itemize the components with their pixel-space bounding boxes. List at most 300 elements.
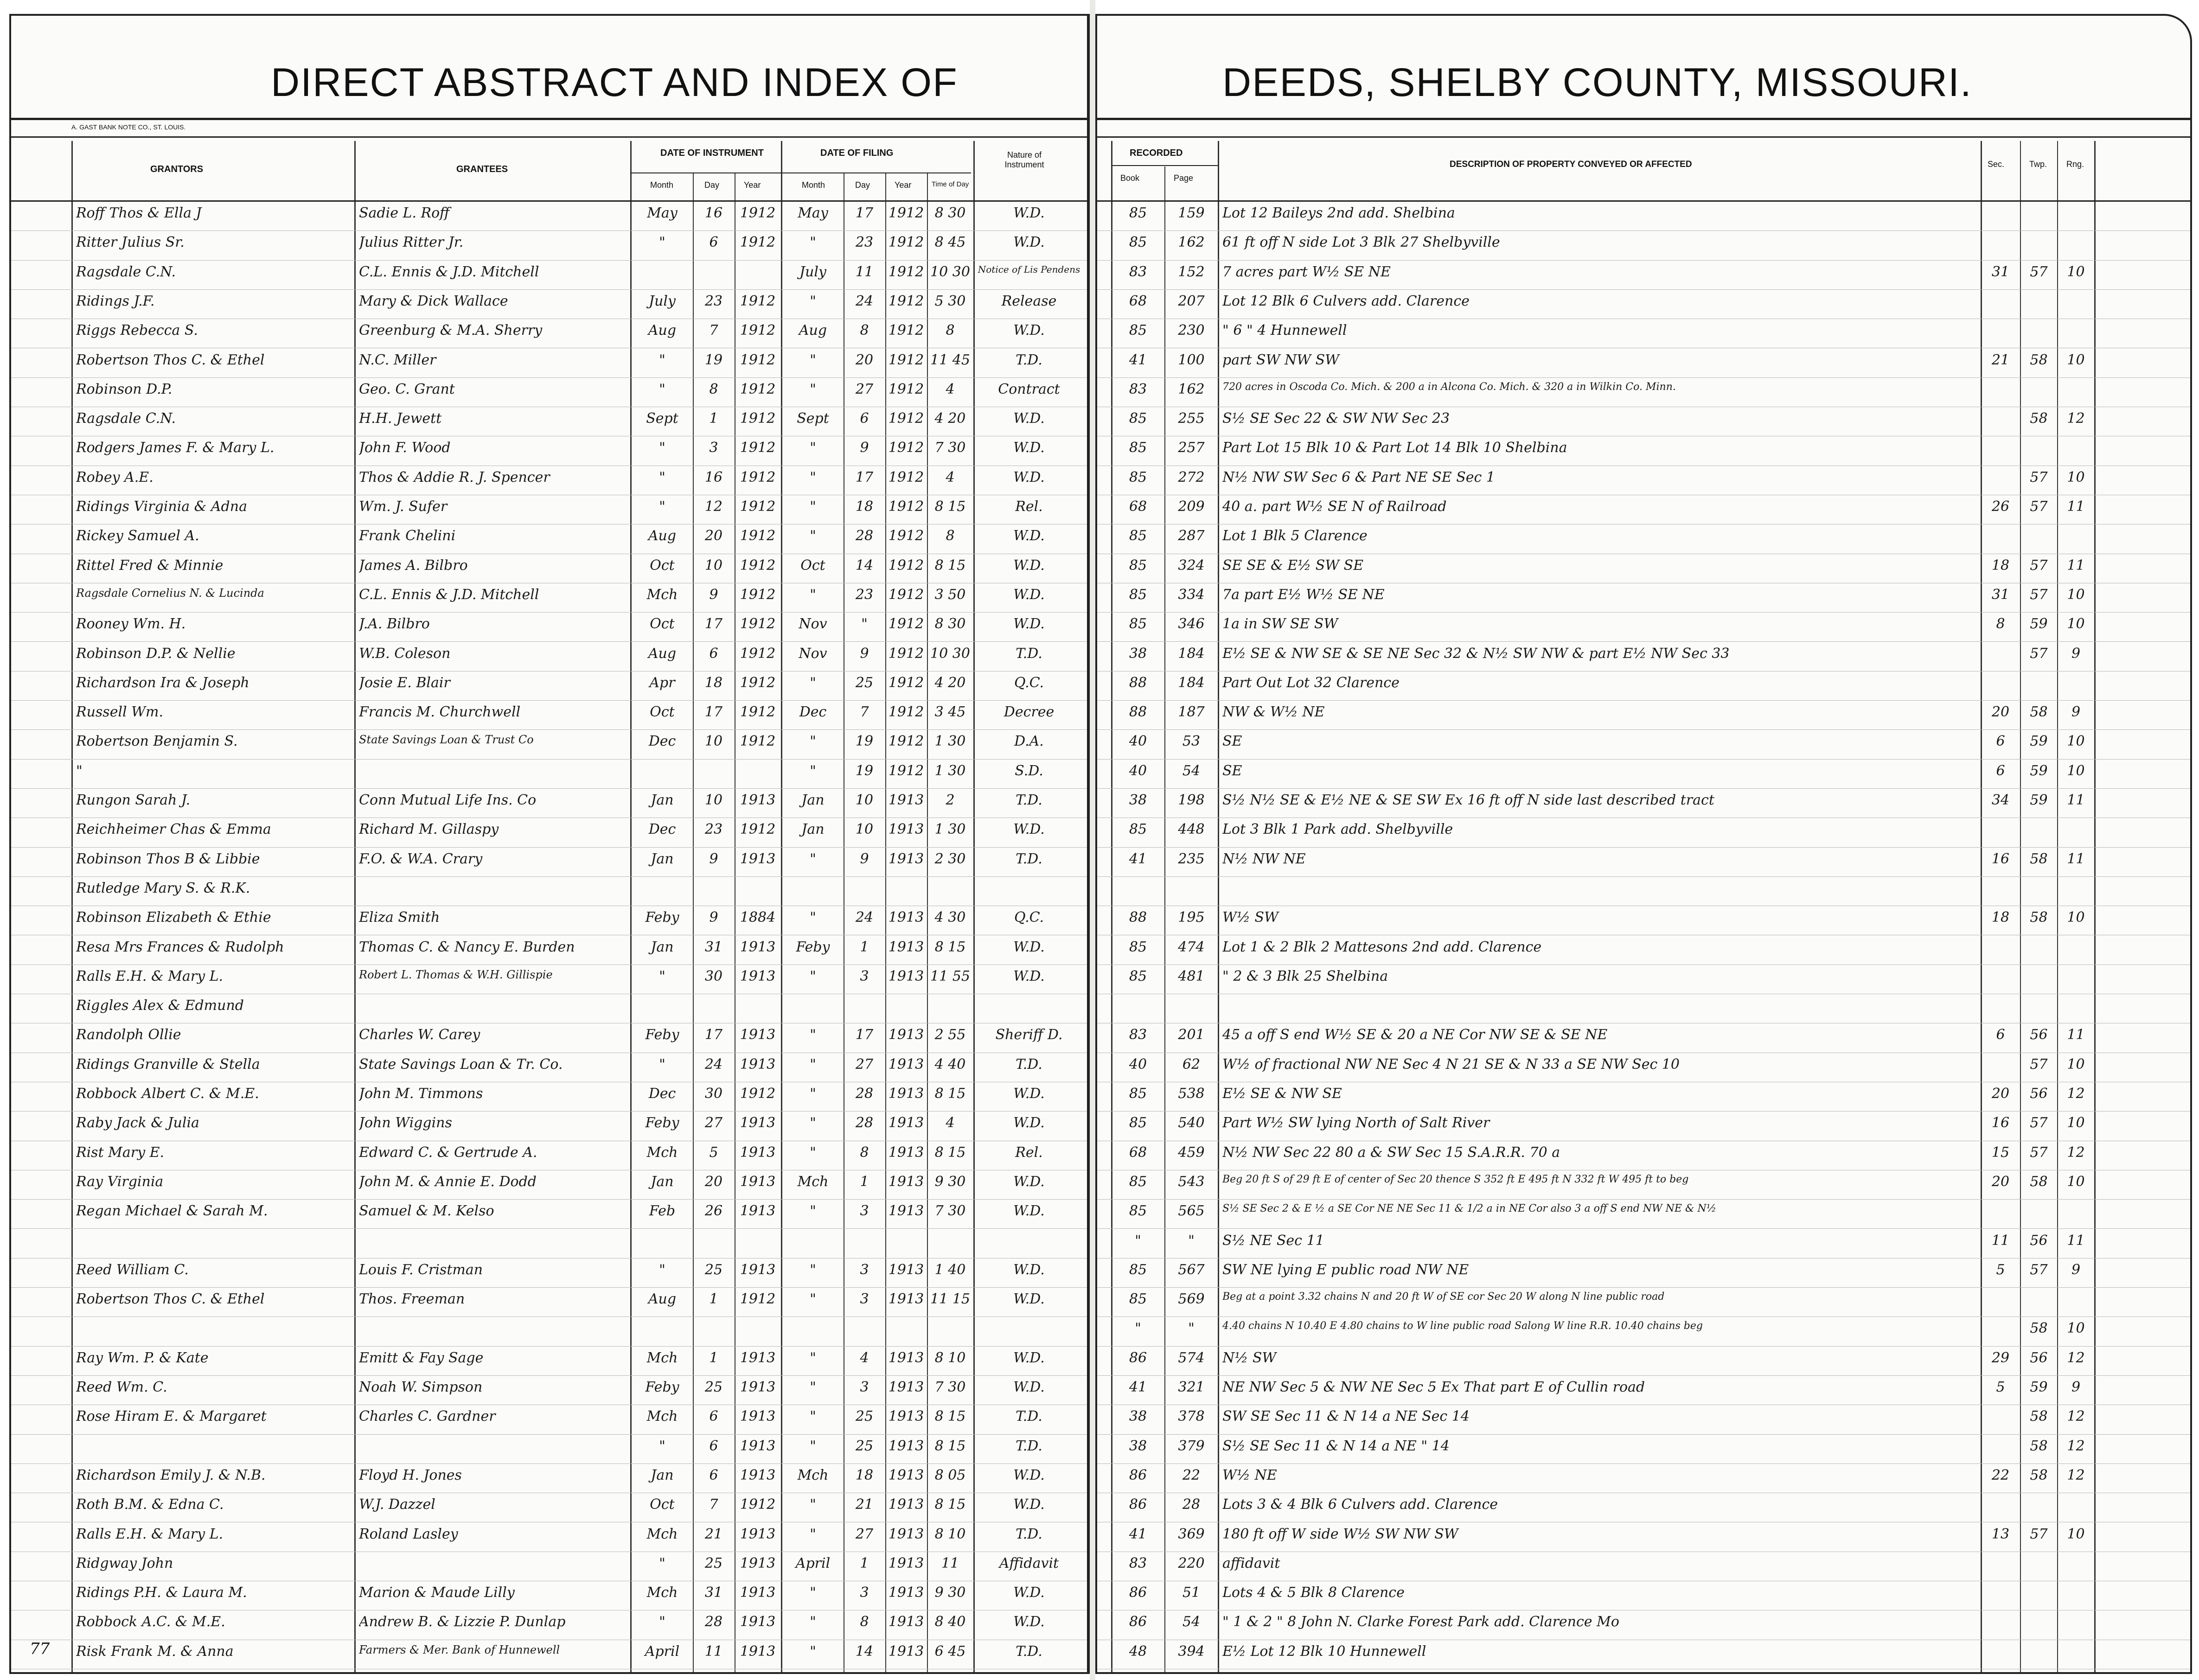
- twp-cell: 59: [2030, 792, 2048, 808]
- table-row: [11, 1170, 1087, 1200]
- grantor-cell: Rungon Sarah J.: [76, 792, 191, 808]
- grantor-cell: ": [76, 762, 83, 779]
- time-cell: 8 30: [934, 205, 966, 221]
- filing-day-cell: 3: [860, 1291, 869, 1308]
- instrument-month-cell: ": [659, 498, 665, 515]
- instrument-month-cell: Jan: [651, 792, 674, 808]
- rng-cell: 12: [2067, 410, 2085, 427]
- description-cell: S½ NE Sec 11: [1222, 1232, 1324, 1249]
- page-cell: 187: [1178, 704, 1205, 721]
- instrument-day-cell: 1: [709, 1349, 718, 1366]
- grantor-cell: Randolph Ollie: [76, 1027, 181, 1043]
- table-row: [11, 1493, 1087, 1522]
- instrument-month-cell: Mch: [646, 1144, 678, 1161]
- grantee-cell: Conn Mutual Life Ins. Co: [359, 792, 537, 808]
- grantor-cell: Ridings P.H. & Laura M.: [76, 1584, 247, 1601]
- filing-year-cell: 1912: [888, 586, 924, 603]
- twp-cell: 57: [2030, 645, 2048, 662]
- book-cell: 85: [1129, 1173, 1147, 1190]
- grantor-cell: Robinson Thos B & Libbie: [76, 850, 260, 867]
- page-cell: 207: [1178, 293, 1205, 309]
- book-cell: 85: [1129, 234, 1147, 251]
- instrument-day-cell: 3: [709, 440, 718, 456]
- filing-month-cell: ": [810, 1437, 816, 1454]
- table-row: [1097, 788, 2190, 818]
- instrument-year-cell: 1912: [740, 704, 776, 721]
- filing-year-cell: 1913: [888, 1584, 924, 1601]
- header-book: Book: [1120, 173, 1140, 183]
- description-cell: Beg 20 ft S of 29 ft E of center of Sec 20 thence S 352 ft E 495 ft N 332 ft W 495 ft to beg: [1222, 1173, 1689, 1185]
- instrument-year-cell: 1912: [740, 410, 776, 427]
- page-cell: 54: [1182, 762, 1201, 779]
- header-date-instrument: DATE OF INSTRUMENT: [660, 148, 764, 158]
- book-cell: 83: [1129, 381, 1147, 397]
- description-cell: S½ SE Sec 11 & N 14 a NE " 14: [1222, 1437, 1450, 1454]
- twp-cell: 57: [2030, 1115, 2048, 1131]
- table-row: [1097, 1610, 2190, 1640]
- instrument-day-cell: 16: [704, 469, 723, 485]
- instrument-day-cell: 10: [704, 733, 723, 750]
- sec-cell: 15: [1991, 1144, 2010, 1161]
- filing-month-cell: May: [798, 205, 828, 221]
- time-cell: 8 05: [934, 1467, 966, 1483]
- instrument-month-cell: Apr: [649, 674, 675, 691]
- time-cell: 7 30: [934, 440, 966, 456]
- nature-cell: W.D.: [1013, 410, 1045, 427]
- filing-year-cell: 1912: [888, 762, 924, 779]
- description-cell: 45 a off S end W½ SE & 20 a NE Cor NW SE & SE NE: [1222, 1027, 1608, 1043]
- grantee-cell: Frank Chelini: [359, 528, 456, 544]
- instrument-day-cell: 6: [709, 1467, 718, 1483]
- header-grantees: GRANTEES: [456, 164, 508, 174]
- grantor-cell: Riggs Rebecca S.: [76, 322, 198, 339]
- instrument-year-cell: 1913: [740, 1614, 776, 1630]
- filing-day-cell: 23: [855, 234, 874, 251]
- book-cell: 85: [1129, 968, 1147, 984]
- table-row: [1097, 994, 2190, 1023]
- twp-cell: 58: [2030, 1173, 2048, 1190]
- table-row: [11, 1552, 1087, 1581]
- instrument-year-cell: 1912: [740, 322, 776, 339]
- recorded-sub-rule: [1111, 165, 1218, 166]
- filing-year-cell: 1913: [888, 1467, 924, 1483]
- table-row: [1097, 554, 2190, 583]
- description-cell: 1a in SW SE SW: [1222, 616, 1338, 632]
- page-cell: 481: [1178, 968, 1205, 984]
- time-cell: 8 45: [934, 234, 966, 251]
- grantee-cell: Robert L. Thomas & W.H. Gillispie: [359, 968, 553, 981]
- header-top-rule: [1097, 136, 2190, 138]
- twp-cell: 56: [2030, 1232, 2048, 1249]
- filing-month-cell: ": [810, 733, 816, 750]
- book-cell: 88: [1129, 704, 1147, 721]
- grantor-cell: Ridings J.F.: [76, 293, 155, 309]
- table-row: [1097, 1111, 2190, 1141]
- grantee-cell: John M. Timmons: [359, 1086, 483, 1102]
- filing-month-cell: ": [810, 440, 816, 456]
- sec-cell: 20: [1991, 1086, 2010, 1102]
- table-row: [1097, 1287, 2190, 1317]
- table-row: [11, 1375, 1087, 1405]
- time-cell: 8 10: [934, 1526, 966, 1542]
- table-row: [11, 554, 1087, 583]
- book-cell: 41: [1129, 1379, 1147, 1395]
- table-row: [1097, 201, 2190, 231]
- table-row: [1097, 348, 2190, 378]
- page-cell: 394: [1178, 1643, 1205, 1660]
- table-row: [11, 1141, 1087, 1170]
- table-row: [1097, 876, 2190, 906]
- instrument-month-cell: Dec: [648, 821, 676, 838]
- filing-year-cell: 1912: [888, 205, 924, 221]
- page-cell: 28: [1182, 1496, 1201, 1513]
- nature-cell: W.D.: [1013, 821, 1045, 838]
- filing-day-cell: 17: [855, 205, 874, 221]
- page-cell: 272: [1178, 469, 1205, 485]
- table-row: [11, 847, 1087, 877]
- instrument-day-cell: 1: [709, 1291, 718, 1308]
- time-cell: 8: [946, 322, 955, 339]
- table-row: [1097, 1170, 2190, 1200]
- filing-year-cell: 1912: [888, 674, 924, 691]
- sec-cell: 20: [1991, 704, 2010, 721]
- grantor-cell: Ralls E.H. & Mary L.: [76, 1526, 224, 1542]
- grantor-cell: Riggles Alex & Edmund: [76, 997, 244, 1014]
- filing-day-cell: 10: [855, 792, 874, 808]
- rng-cell: 11: [2067, 1232, 2085, 1249]
- grantor-cell: Ragsdale C.N.: [76, 410, 176, 427]
- grantor-cell: Rose Hiram E. & Margaret: [76, 1408, 267, 1425]
- twp-cell: 58: [2030, 410, 2048, 427]
- page-cell: 565: [1178, 1203, 1205, 1220]
- filing-month-cell: ": [810, 1056, 816, 1073]
- filing-day-cell: 4: [860, 1349, 869, 1366]
- twp-cell: 58: [2030, 1408, 2048, 1425]
- grantor-cell: Reed Wm. C.: [76, 1379, 167, 1395]
- table-row: [1097, 1053, 2190, 1082]
- filing-month-cell: ": [810, 1584, 816, 1601]
- grantor-cell: Ridgway John: [76, 1555, 173, 1571]
- description-cell: SW NE lying E public road NW NE: [1222, 1261, 1469, 1278]
- table-row: [11, 994, 1087, 1023]
- filing-year-cell: 1913: [888, 1349, 924, 1366]
- instrument-year-cell: 1912: [740, 1086, 776, 1102]
- header-description: DESCRIPTION OF PROPERTY CONVEYED OR AFFECTED: [1450, 160, 1692, 169]
- filing-day-cell: 8: [860, 1144, 869, 1161]
- twp-cell: 56: [2030, 1027, 2048, 1043]
- instrument-month-cell: Feby: [645, 1379, 679, 1395]
- table-row: [11, 1287, 1087, 1317]
- grantor-cell: Rodgers James F. & Mary L.: [76, 440, 275, 456]
- table-row: [11, 1229, 1087, 1258]
- grantor-cell: Russell Wm.: [76, 704, 163, 721]
- table-row: [1097, 1493, 2190, 1522]
- page-cell: 162: [1178, 234, 1205, 251]
- grantor-cell: Regan Michael & Sarah M.: [76, 1203, 268, 1220]
- filing-year-cell: 1913: [888, 1555, 924, 1571]
- instrument-month-cell: Oct: [650, 557, 675, 574]
- filing-day-cell: 14: [855, 557, 874, 574]
- book-cell: 86: [1129, 1349, 1147, 1366]
- page-cell: 567: [1178, 1261, 1205, 1278]
- book-cell: 85: [1129, 440, 1147, 456]
- table-row: [11, 524, 1087, 554]
- time-cell: 8 15: [934, 939, 966, 955]
- grantor-cell: Robertson Thos C. & Ethel: [76, 351, 265, 368]
- header-rng: Rng.: [2066, 160, 2084, 169]
- nature-cell: S.D.: [1015, 762, 1043, 779]
- left-ledger-page: [9, 14, 1090, 1674]
- table-row: [11, 1023, 1087, 1053]
- grantee-cell: Roland Lasley: [359, 1526, 458, 1542]
- filing-day-cell: 24: [855, 909, 874, 926]
- filing-day-cell: 3: [860, 1261, 869, 1278]
- page-cell: 324: [1178, 557, 1205, 574]
- twp-cell: 58: [2030, 1467, 2048, 1483]
- table-row: [1097, 1552, 2190, 1581]
- grantor-cell: Rooney Wm. H.: [76, 616, 186, 632]
- instrument-year-cell: 1912: [740, 557, 776, 574]
- table-row: [1097, 436, 2190, 466]
- instrument-day-cell: 30: [704, 968, 723, 984]
- time-cell: 8 10: [934, 1349, 966, 1366]
- grantee-cell: Marion & Maude Lilly: [359, 1584, 515, 1601]
- page-cell: 346: [1178, 616, 1205, 632]
- grantee-cell: Charles C. Gardner: [359, 1408, 496, 1425]
- rng-cell: 9: [2071, 704, 2081, 721]
- rng-cell: 12: [2067, 1467, 2085, 1483]
- filing-year-cell: 1913: [888, 909, 924, 926]
- description-cell: N½ NW NE: [1222, 850, 1306, 867]
- instrument-day-cell: 26: [704, 1203, 723, 1220]
- book-cell: 38: [1129, 792, 1147, 808]
- rng-cell: 10: [2067, 1173, 2085, 1190]
- twp-cell: 57: [2030, 1261, 2048, 1278]
- table-row: [1097, 965, 2190, 994]
- page-cell: 540: [1178, 1115, 1205, 1131]
- grantee-cell: Emitt & Fay Sage: [359, 1349, 484, 1366]
- description-cell: affidavit: [1222, 1555, 1280, 1571]
- nature-cell: W.D.: [1013, 1349, 1045, 1366]
- header-month-2: Month: [802, 180, 825, 190]
- instrument-day-cell: 21: [704, 1526, 723, 1542]
- filing-month-cell: ": [810, 1526, 816, 1542]
- table-row: [11, 377, 1087, 407]
- instrument-day-cell: 10: [704, 792, 723, 808]
- filing-year-cell: 1913: [888, 939, 924, 955]
- filing-month-cell: ": [810, 1643, 816, 1660]
- table-row: [11, 230, 1087, 260]
- filing-month-cell: ": [810, 1379, 816, 1395]
- description-cell: Lot 12 Baileys 2nd add. Shelbina: [1222, 205, 1455, 221]
- filing-day-cell: 28: [855, 528, 874, 544]
- table-row: [11, 260, 1087, 290]
- right-ledger-rows: [1097, 201, 2190, 1672]
- instrument-month-cell: Oct: [650, 704, 675, 721]
- sec-cell: 5: [1996, 1261, 2005, 1278]
- grantor-cell: Ragsdale Cornelius N. & Lucinda: [76, 586, 264, 600]
- page-cell: 257: [1178, 440, 1205, 456]
- table-row: [11, 1258, 1087, 1288]
- nature-cell: T.D.: [1016, 1526, 1042, 1542]
- book-cell: 41: [1129, 850, 1147, 867]
- grantor-cell: Ray Virginia: [76, 1173, 164, 1190]
- filing-day-cell: 3: [860, 1584, 869, 1601]
- grantee-cell: Richard M. Gillaspy: [359, 821, 499, 838]
- book-cell: 85: [1129, 1115, 1147, 1131]
- filing-month-cell: ": [810, 674, 816, 691]
- twp-cell: 57: [2030, 263, 2048, 280]
- filing-month-cell: Feby: [796, 939, 830, 955]
- rng-cell: 10: [2067, 1115, 2085, 1131]
- instrument-month-cell: ": [659, 1261, 665, 1278]
- grantee-cell: Wm. J. Sufer: [359, 498, 447, 515]
- grantee-cell: Noah W. Simpson: [359, 1379, 483, 1395]
- twp-cell: 57: [2030, 469, 2048, 485]
- filing-year-cell: 1913: [888, 1056, 924, 1073]
- book-cell: 86: [1129, 1467, 1147, 1483]
- instrument-month-cell: ": [659, 1056, 665, 1073]
- description-cell: S½ SE Sec 2 & E ½ a SE Cor NE NE Sec 11 & 1/2 a in NE Cor also 3 a off S end NW NE & N½: [1222, 1203, 1717, 1215]
- filing-month-cell: ": [810, 909, 816, 926]
- table-row: [11, 642, 1087, 671]
- filing-month-cell: ": [810, 1203, 816, 1220]
- page-cell: 209: [1178, 498, 1205, 515]
- twp-cell: 57: [2030, 498, 2048, 515]
- title-rule: [1097, 118, 2190, 120]
- filing-month-cell: ": [810, 1291, 816, 1308]
- page-cell: 159: [1178, 205, 1205, 221]
- sec-cell: 34: [1991, 792, 2010, 808]
- instrument-month-cell: Mch: [646, 1349, 678, 1366]
- rng-cell: 10: [2067, 733, 2085, 750]
- instrument-year-cell: 1912: [740, 1496, 776, 1513]
- description-cell: NW & W½ NE: [1222, 704, 1325, 721]
- rng-cell: 10: [2067, 469, 2085, 485]
- instrument-year-cell: 1912: [740, 469, 776, 485]
- filing-year-cell: 1913: [888, 1173, 924, 1190]
- instrument-year-cell: 1913: [740, 1203, 776, 1220]
- right-ledger-page: [1095, 14, 2192, 1674]
- grantee-cell: Greenburg & M.A. Sherry: [359, 322, 543, 339]
- filing-month-cell: ": [810, 1086, 816, 1102]
- instrument-day-cell: 25: [704, 1379, 723, 1395]
- table-row: [11, 1640, 1087, 1669]
- grantee-cell: C.L. Ennis & J.D. Mitchell: [359, 586, 539, 603]
- filing-month-cell: Dec: [799, 704, 827, 721]
- description-cell: Lot 3 Blk 1 Park add. Shelbyville: [1222, 821, 1453, 838]
- book-cell: ": [1135, 1320, 1141, 1337]
- twp-cell: 57: [2030, 557, 2048, 574]
- nature-cell: W.D.: [1013, 1203, 1045, 1220]
- time-cell: 5 30: [934, 293, 966, 309]
- instrument-day-cell: 11: [704, 1643, 723, 1660]
- filing-month-cell: Jan: [801, 792, 825, 808]
- book-cell: 40: [1129, 1056, 1147, 1073]
- instrument-day-cell: 20: [704, 1173, 723, 1190]
- table-row: [11, 436, 1087, 466]
- twp-cell: 58: [2030, 351, 2048, 368]
- twp-cell: 58: [2030, 1437, 2048, 1454]
- time-cell: 8 15: [934, 1408, 966, 1425]
- instrument-day-cell: 7: [709, 322, 718, 339]
- filing-year-cell: 1912: [888, 469, 924, 485]
- nature-cell: W.D.: [1013, 616, 1045, 632]
- table-row: [1097, 407, 2190, 436]
- book-cell: 40: [1129, 762, 1147, 779]
- table-row: [11, 319, 1087, 348]
- grantee-cell: F.O. & W.A. Crary: [359, 850, 483, 867]
- grantee-cell: Samuel & M. Kelso: [359, 1203, 494, 1220]
- instrument-month-cell: Jan: [651, 850, 674, 867]
- filing-day-cell: 1: [860, 1555, 869, 1571]
- description-cell: 40 a. part W½ SE N of Railroad: [1222, 498, 1447, 515]
- nature-cell: Rel.: [1015, 1144, 1043, 1161]
- page-cell: 459: [1178, 1144, 1205, 1161]
- description-cell: N½ SW: [1222, 1349, 1277, 1366]
- twp-cell: 58: [2030, 704, 2048, 721]
- filing-month-cell: ": [810, 498, 816, 515]
- grantee-cell: Floyd H. Jones: [359, 1467, 462, 1483]
- rng-cell: 11: [2067, 498, 2085, 515]
- instrument-month-cell: Feby: [645, 909, 679, 926]
- time-cell: 6 45: [934, 1643, 966, 1660]
- instrument-day-cell: 9: [709, 909, 718, 926]
- description-cell: 720 acres in Oscoda Co. Mich. & 200 a in Alcona Co. Mich. & 320 a in Wilkin Co. Minn.: [1222, 381, 1676, 393]
- table-row: [11, 1053, 1087, 1082]
- nature-cell: Rel.: [1015, 498, 1043, 515]
- filing-month-cell: ": [810, 586, 816, 603]
- nature-cell: W.D.: [1013, 1379, 1045, 1395]
- description-cell: Lot 1 & 2 Blk 2 Mattesons 2nd add. Clarence: [1222, 939, 1542, 955]
- grantee-cell: J.A. Bilbro: [359, 616, 430, 632]
- grantee-cell: N.C. Miller: [359, 351, 436, 368]
- time-cell: 1 30: [934, 762, 966, 779]
- instrument-month-cell: Feby: [645, 1115, 679, 1131]
- time-cell: 1 40: [934, 1261, 966, 1278]
- instrument-year-cell: 1913: [740, 1173, 776, 1190]
- time-cell: 9 30: [934, 1173, 966, 1190]
- instrument-year-cell: 1913: [740, 1584, 776, 1601]
- table-row: [1097, 642, 2190, 671]
- instrument-month-cell: Jan: [651, 1173, 674, 1190]
- instrument-day-cell: 7: [709, 1496, 718, 1513]
- table-row: [1097, 1229, 2190, 1258]
- grantor-cell: Rittel Fred & Minnie: [76, 557, 224, 574]
- instrument-day-cell: 6: [709, 1408, 718, 1425]
- page-cell: 321: [1178, 1379, 1205, 1395]
- rng-cell: 10: [2067, 909, 2085, 926]
- instrument-month-cell: Oct: [650, 1496, 675, 1513]
- table-row: [11, 965, 1087, 994]
- description-cell: S½ N½ SE & E½ NE & SE SW Ex 16 ft off N side last described tract: [1222, 792, 1714, 808]
- filing-year-cell: 1913: [888, 821, 924, 838]
- table-row: [11, 466, 1087, 495]
- filing-year-cell: 1913: [888, 1408, 924, 1425]
- description-cell: SE: [1222, 762, 1242, 779]
- sec-cell: 6: [1996, 1027, 2005, 1043]
- filing-year-cell: 1912: [888, 322, 924, 339]
- nature-cell: Sheriff D.: [995, 1027, 1063, 1043]
- grantor-cell: Ritter Julius Sr.: [76, 234, 185, 251]
- time-cell: 4 20: [934, 410, 966, 427]
- filing-day-cell: 1: [860, 1173, 869, 1190]
- page-cell: 574: [1178, 1349, 1205, 1366]
- instrument-year-cell: 1913: [740, 1261, 776, 1278]
- grantee-cell: Thomas C. & Nancy E. Burden: [359, 939, 575, 955]
- instrument-month-cell: Dec: [648, 1086, 676, 1102]
- table-row: [1097, 377, 2190, 407]
